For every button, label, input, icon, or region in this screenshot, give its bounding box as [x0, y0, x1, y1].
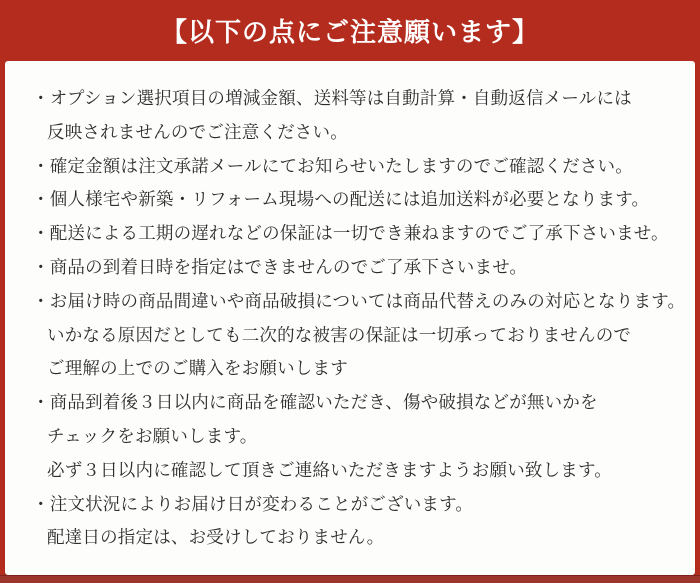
notice-line: ・注文状況によりお届け日が変わることがございます。: [32, 493, 474, 514]
footer-band: [0, 575, 700, 583]
notice-line: チェックをお願いします。: [47, 425, 258, 446]
notice-line: ・商品到着後３日以内に商品を確認いただき、傷や破損などが無いかを: [32, 392, 598, 413]
notice-line: ・確定金額は注文承諾メールにてお知らせいたしますのでご確認ください。: [32, 155, 633, 176]
notice-line: ・商品の到着日時を指定はできませんのでご了承下さいませ。: [32, 256, 528, 277]
notice-line: いかなる原因だとしても二次的な被害の保証は一切承っておりませんので: [47, 324, 632, 345]
notice-line: 反映されませんのでご注意ください。: [47, 121, 348, 142]
header-band: [0, 0, 700, 61]
notice-line: ・オプション選択項目の増減金額、送料等は自動計算・自動返信メールには: [32, 88, 632, 108]
notice-line: 配達日の指定は、お受けしておりません。: [47, 527, 385, 548]
notice-line: 必ず３日以内に確認して頂きご連絡いただきますようお願い致します。: [47, 459, 612, 480]
page-title: 【以下の点にご注意願います】: [160, 17, 539, 47]
notice-line: ご理解の上でのご購入をお願いします: [47, 358, 348, 379]
notice-panel: [5, 61, 695, 575]
notice-line: ・配送による工期の遅れなどの保証は一切でき兼ねますのでご了承下さいませ。: [32, 223, 669, 244]
notice-line: ・お届け時の商品間違いや商品破損については商品代替えのみの対応となります。: [32, 290, 686, 311]
notice-line: ・個人様宅や新築・リフォーム現場への配送には追加送料が必要となります。: [32, 189, 650, 210]
